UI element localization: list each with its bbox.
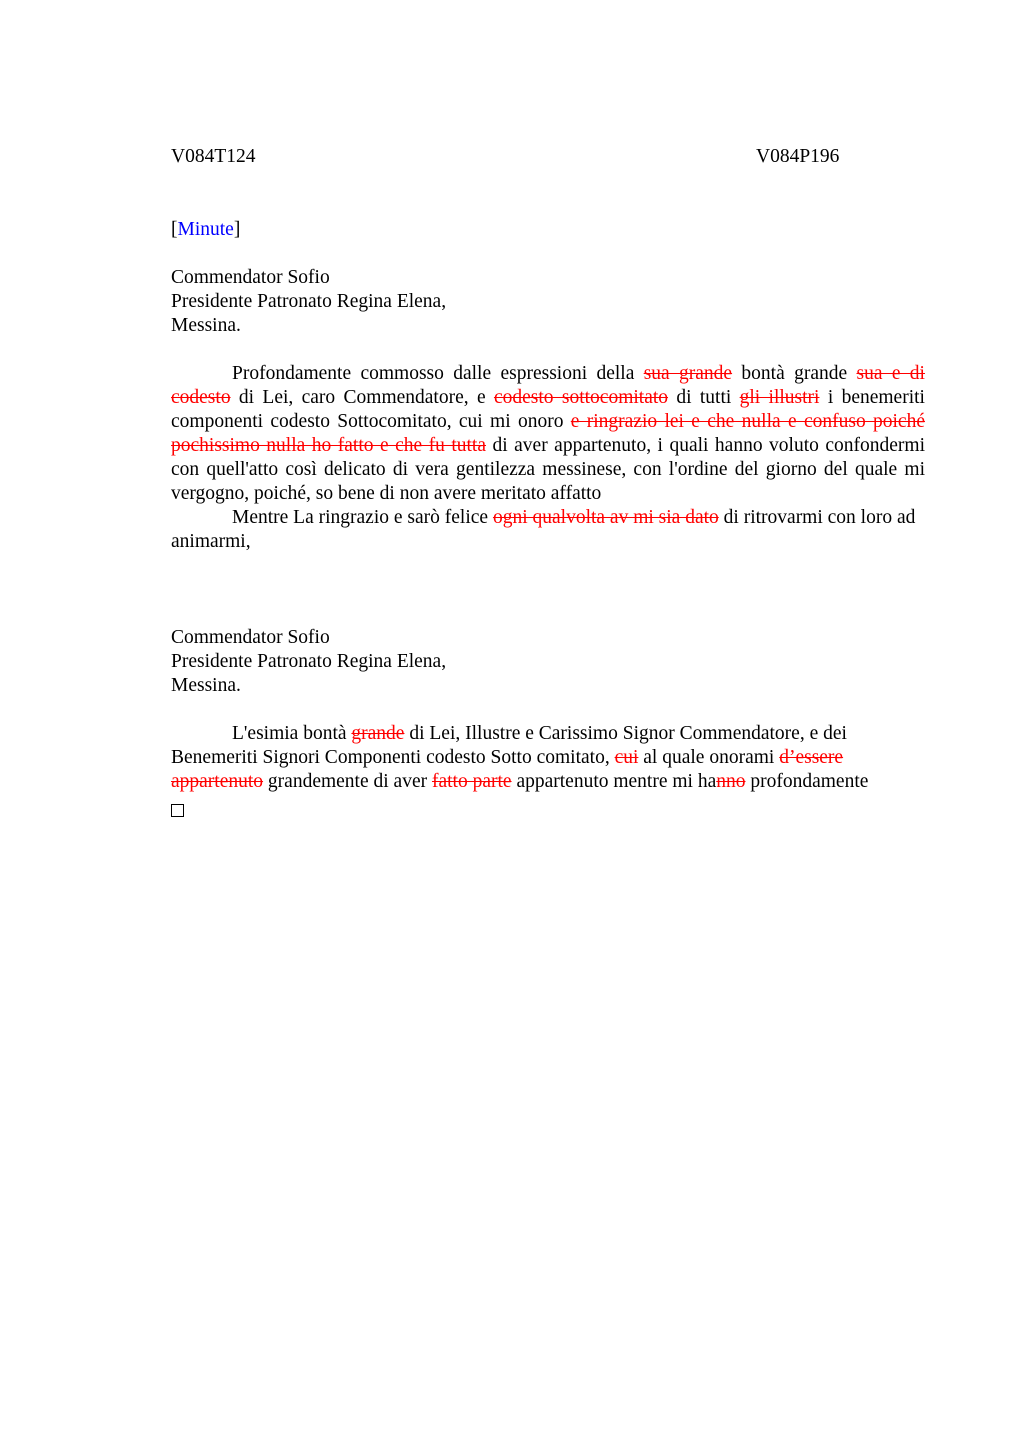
recipient-title: Presidente Patronato Regina Elena, [171, 291, 447, 312]
text-run: di Lei, Illustre e Carissimo Signor Commendatore, e dei Benemeriti Signori Componenti codesto Sotto comitato, [171, 723, 847, 768]
document-code-left: V084T124 [171, 146, 256, 167]
deleted-text: sua grande [643, 363, 733, 384]
recipient-city: Messina. [171, 675, 241, 696]
recipient-name: Commendator Sofio [171, 627, 330, 648]
text-run: profondamente [745, 771, 869, 792]
deleted-text: fatto parte [431, 771, 512, 792]
text-run: Mentre La ringrazio e sarò felice [232, 507, 493, 528]
minute-link[interactable]: Minute [177, 219, 234, 240]
text-run: L'esimia bontà [232, 723, 352, 744]
letter-body [171, 218, 925, 817]
minute-bracket-open: [ [171, 219, 178, 240]
paragraph-2 [171, 506, 925, 554]
text-run: di tutti [668, 387, 740, 408]
paragraph-1 [171, 362, 925, 506]
recipient-title: Presidente Patronato Regina Elena, [171, 651, 447, 672]
spacer [171, 338, 925, 362]
minute-bracket-close: ] [233, 219, 241, 240]
address-block-1 [171, 266, 925, 338]
spacer [171, 242, 925, 266]
deleted-text: cui [614, 747, 639, 768]
text-run: grandemente di aver [263, 771, 432, 792]
deleted-text: e ringrazio lei e che nulla e confuso poiché pochissimo nulla ho fatto e che fu tutta [171, 411, 925, 456]
document-code-right: V084P196 [756, 146, 840, 167]
deleted-text: ogni qualvolta av mi sia dato [492, 507, 719, 528]
recipient-city: Messina. [171, 315, 241, 336]
paragraph-3 [171, 722, 925, 794]
minute-heading [171, 218, 925, 242]
deleted-text: grande [351, 723, 405, 744]
spacer [171, 698, 925, 722]
deleted-text: nno [716, 771, 746, 792]
text-run: di ritrovarmi con loro ad animarmi, [171, 507, 916, 552]
deleted-text: d’essere appartenuto [171, 747, 844, 792]
deleted-text: codesto sottocomitato [493, 387, 669, 408]
deleted-text: gli illustri [739, 387, 820, 408]
text-run: i benemeriti componenti codesto Sottocomitato, cui mi onoro [171, 387, 925, 432]
deleted-text: sua e di codesto [171, 363, 925, 408]
text-run: Profondamente commosso dalle espressioni della [232, 363, 644, 384]
checkbox-icon[interactable] [171, 804, 184, 817]
recipient-name: Commendator Sofio [171, 267, 330, 288]
text-run: al quale onorami [638, 747, 780, 768]
spacer [171, 554, 925, 626]
text-run: di Lei, caro Commendatore, e [230, 387, 494, 408]
text-run: di aver appartenuto, i quali hanno voluto confondermi con quell'atto così delicato di vera gentilezza messinese, con l'ordine del giorno del quale mi vergogno, poiché, so bene di non avere meritato affatto [171, 435, 925, 504]
text-run: appartenuto mentre mi ha [511, 771, 717, 792]
address-block-2 [171, 626, 925, 698]
text-run: bontà grande [732, 363, 857, 384]
